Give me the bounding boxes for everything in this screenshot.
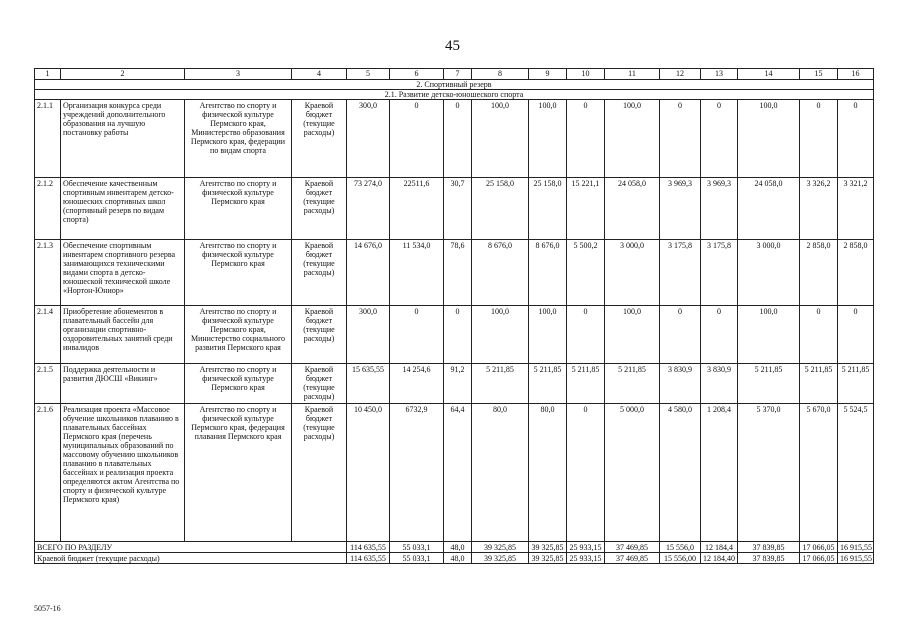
row-value: 3 830,9	[660, 364, 701, 404]
table-row	[35, 364, 874, 404]
row-value: 100,0	[605, 306, 660, 364]
total-value: 39 325,85	[472, 553, 529, 564]
row-value: 100,0	[529, 306, 567, 364]
row-value: 0	[800, 306, 838, 364]
row-value: 2 858,0	[800, 240, 838, 306]
row-name: Поддержка деятельности и развития ДЮСШ «Викинг»	[61, 364, 185, 404]
row-value: 100,0	[529, 100, 567, 178]
row-value: 300,0	[347, 100, 390, 178]
row-value: 2 858,0	[838, 240, 874, 306]
row-value: 78,6	[444, 240, 472, 306]
total-value: 48,0	[444, 553, 472, 564]
table-row	[35, 100, 874, 178]
total-value: 39 325,85	[529, 542, 567, 553]
row-executor: Агентство по спорту и физической культуре Пермского края	[185, 240, 292, 306]
row-value: 15 221,1	[567, 178, 605, 240]
section-row	[35, 80, 874, 90]
total-row	[35, 553, 874, 564]
row-source: Краевой бюджет (текущие расходы)	[292, 178, 347, 240]
row-value: 3 969,3	[701, 178, 738, 240]
row-value: 5 211,85	[800, 364, 838, 404]
column-header-8: 8	[472, 69, 529, 80]
row-code: 2.1.2	[35, 178, 61, 240]
row-name: Организация конкурса среди учреждений дополнительного образования на лучшую постановку работы	[61, 100, 185, 178]
row-name: Приобретение абонементов в плавательный бассейн для организации спортивно-оздоровительных занятий среди инвалидов	[61, 306, 185, 364]
column-header-12: 12	[660, 69, 701, 80]
row-value: 5 370,0	[738, 404, 800, 542]
total-value: 15 556,00	[660, 553, 701, 564]
row-value: 5 211,85	[605, 364, 660, 404]
column-header-7: 7	[444, 69, 472, 80]
row-value: 6732,9	[390, 404, 444, 542]
row-value: 5 500,2	[567, 240, 605, 306]
row-value: 5 211,85	[529, 364, 567, 404]
row-value: 15 635,55	[347, 364, 390, 404]
row-value: 80,0	[529, 404, 567, 542]
row-executor: Агентство по спорту и физической культуре Пермского края, Министерство образования Пермского края, федерации по видам спорта	[185, 100, 292, 178]
row-value: 24 058,0	[738, 178, 800, 240]
column-header-14: 14	[738, 69, 800, 80]
row-source: Краевой бюджет (текущие расходы)	[292, 404, 347, 542]
row-value: 5 000,0	[605, 404, 660, 542]
row-code: 2.1.4	[35, 306, 61, 364]
total-value: 15 556,0	[660, 542, 701, 553]
row-value: 24 058,0	[605, 178, 660, 240]
page-number: 45	[445, 38, 460, 54]
row-value: 5 211,85	[567, 364, 605, 404]
row-value: 14 676,0	[347, 240, 390, 306]
row-value: 5 670,0	[800, 404, 838, 542]
footer-code: 5057-16	[34, 604, 61, 613]
row-value: 0	[567, 306, 605, 364]
row-value: 5 211,85	[738, 364, 800, 404]
total-value: 55 033,1	[390, 542, 444, 553]
row-value: 8 676,0	[472, 240, 529, 306]
total-value: 25 933,15	[567, 553, 605, 564]
row-value: 3 000,0	[605, 240, 660, 306]
row-value: 300,0	[347, 306, 390, 364]
row-value: 100,0	[472, 100, 529, 178]
row-value: 0	[660, 306, 701, 364]
row-source: Краевой бюджет (текущие расходы)	[292, 240, 347, 306]
column-header-row	[35, 69, 874, 80]
total-value: 12 184,4	[701, 542, 738, 553]
total-value: 39 325,85	[472, 542, 529, 553]
row-value: 80,0	[472, 404, 529, 542]
row-value: 25 158,0	[472, 178, 529, 240]
column-header-5: 5	[347, 69, 390, 80]
row-source: Краевой бюджет (текущие расходы)	[292, 306, 347, 364]
row-value: 100,0	[605, 100, 660, 178]
total-value: 48,0	[444, 542, 472, 553]
total-value: 37 469,85	[605, 542, 660, 553]
total-value: 114 635,55	[347, 542, 390, 553]
total-value: 25 933,15	[567, 542, 605, 553]
row-value: 100,0	[738, 100, 800, 178]
table-row	[35, 404, 874, 542]
row-value: 5 211,85	[472, 364, 529, 404]
table-row	[35, 178, 874, 240]
row-value: 3 969,3	[660, 178, 701, 240]
row-value: 91,2	[444, 364, 472, 404]
row-value: 22511,6	[390, 178, 444, 240]
row-value: 14 254,6	[390, 364, 444, 404]
row-name: Реализация проекта «Массовое обучение школьников плаванию в плавательных бассейнах Пермского края (перечень муниципальных образований по массовому обучению школьников плаванию в плавательных бассейнах и реализация проекта определяются актом Агентства по спорту и физической культуре Пермского края)	[61, 404, 185, 542]
row-executor: Агентство по спорту и физической культуре Пермского края, федерация плавания Пермского края	[185, 404, 292, 542]
total-value: 12 184,40	[701, 553, 738, 564]
row-value: 0	[800, 100, 838, 178]
total-label: Краевой бюджет (текущие расходы)	[35, 553, 347, 564]
row-value: 0	[444, 306, 472, 364]
row-code: 2.1.3	[35, 240, 61, 306]
row-value: 0	[660, 100, 701, 178]
row-value: 3 175,8	[701, 240, 738, 306]
row-value: 8 676,0	[529, 240, 567, 306]
total-value: 39 325,85	[529, 553, 567, 564]
column-header-1: 1	[35, 69, 61, 80]
row-value: 0	[567, 404, 605, 542]
row-value: 0	[701, 306, 738, 364]
row-value: 4 580,0	[660, 404, 701, 542]
column-header-16: 16	[838, 69, 874, 80]
row-source: Краевой бюджет (текущие расходы)	[292, 100, 347, 178]
row-value: 5 524,5	[838, 404, 874, 542]
total-row	[35, 542, 874, 553]
total-value: 17 066,05	[800, 542, 838, 553]
row-name: Обеспечение спортивным инвентарем спортивного резерва занимающихся техническими видами спорта в детско-юношеской технической школе «Нортон-Юниор»	[61, 240, 185, 306]
total-value: 55 033,1	[390, 553, 444, 564]
row-value: 0	[567, 100, 605, 178]
column-header-13: 13	[701, 69, 738, 80]
row-value: 3 000,0	[738, 240, 800, 306]
total-value: 37 469,85	[605, 553, 660, 564]
row-value: 3 326,2	[800, 178, 838, 240]
row-value: 5 211,85	[838, 364, 874, 404]
total-value: 16 915,55	[838, 542, 874, 553]
row-executor: Агентство по спорту и физической культуре Пермского края, Министерство социального развития Пермского края	[185, 306, 292, 364]
table-row	[35, 306, 874, 364]
budget-table	[34, 68, 874, 564]
column-header-10: 10	[567, 69, 605, 80]
subsection-row	[35, 90, 874, 100]
column-header-6: 6	[390, 69, 444, 80]
row-value: 0	[838, 306, 874, 364]
column-header-11: 11	[605, 69, 660, 80]
column-header-15: 15	[800, 69, 838, 80]
section-title: 2. Спортивный резерв	[35, 80, 874, 90]
row-value: 10 450,0	[347, 404, 390, 542]
total-value: 37 839,85	[738, 553, 800, 564]
table-row	[35, 240, 874, 306]
row-value: 1 208,4	[701, 404, 738, 542]
row-value: 30,7	[444, 178, 472, 240]
row-source: Краевой бюджет (текущие расходы)	[292, 364, 347, 404]
row-value: 11 534,0	[390, 240, 444, 306]
row-executor: Агентство по спорту и физической культуре Пермского края	[185, 364, 292, 404]
row-value: 100,0	[738, 306, 800, 364]
row-value: 3 830,9	[701, 364, 738, 404]
row-code: 2.1.1	[35, 100, 61, 178]
row-code: 2.1.6	[35, 404, 61, 542]
total-value: 37 839,85	[738, 542, 800, 553]
row-code: 2.1.5	[35, 364, 61, 404]
row-value: 0	[838, 100, 874, 178]
subsection-title: 2.1. Развитие детско-юношеского спорта	[35, 90, 874, 100]
total-label: ВСЕГО ПО РАЗДЕЛУ	[35, 542, 347, 553]
row-value: 3 175,8	[660, 240, 701, 306]
total-value: 114 635,55	[347, 553, 390, 564]
row-value: 0	[390, 306, 444, 364]
total-value: 17 066,05	[800, 553, 838, 564]
row-value: 3 321,2	[838, 178, 874, 240]
row-name: Обеспечение качественным спортивным инвентарем детско-юношеских спортивных школ (спортивный резерв по видам спорта)	[61, 178, 185, 240]
row-value: 100,0	[472, 306, 529, 364]
column-header-2: 2	[61, 69, 185, 80]
column-header-3: 3	[185, 69, 292, 80]
row-value: 73 274,0	[347, 178, 390, 240]
total-value: 16 915,55	[838, 553, 874, 564]
row-value: 25 158,0	[529, 178, 567, 240]
column-header-9: 9	[529, 69, 567, 80]
row-value: 64,4	[444, 404, 472, 542]
row-value: 0	[390, 100, 444, 178]
row-value: 0	[701, 100, 738, 178]
row-value: 0	[444, 100, 472, 178]
row-executor: Агентство по спорту и физической культуре Пермского края	[185, 178, 292, 240]
column-header-4: 4	[292, 69, 347, 80]
